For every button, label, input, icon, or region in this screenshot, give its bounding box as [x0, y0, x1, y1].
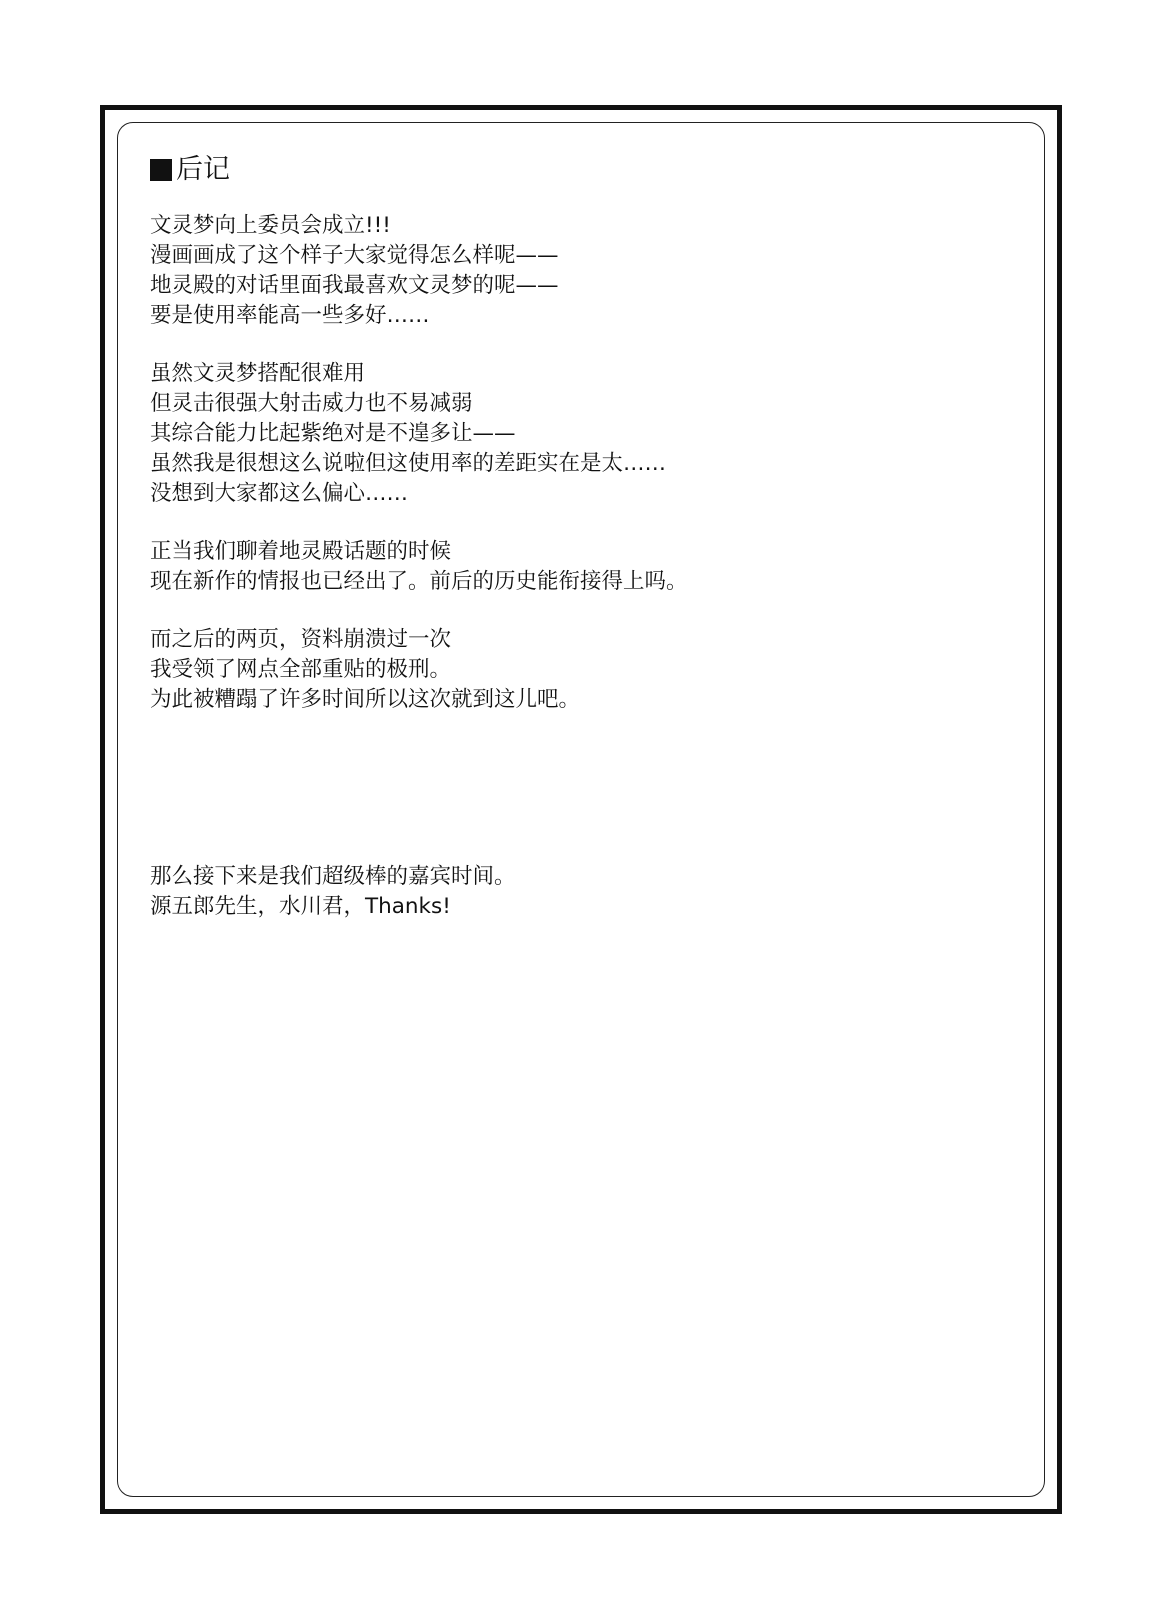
text-line: 为此被糟蹋了许多时间所以这次就到这儿吧。: [150, 687, 581, 712]
text-line: 漫画画成了这个样子大家觉得怎么样呢——: [150, 243, 559, 268]
text-line: 而之后的两页，资料崩溃过一次: [150, 627, 452, 652]
black-square-icon: [150, 159, 172, 181]
page-title-text: 后记: [176, 154, 230, 185]
text-line: 虽然文灵梦搭配很难用: [150, 361, 366, 386]
text-line: 源五郎先生，水川君，Thanks!: [150, 894, 451, 919]
text-line: 但灵击很强大射击威力也不易减弱: [150, 391, 473, 416]
closing-paragraph: [150, 862, 1010, 922]
paragraph-1: [150, 211, 1010, 331]
text-line: 地灵殿的对话里面我最喜欢文灵梦的呢——: [150, 273, 559, 298]
text-line: 其综合能力比起紫绝对是不遑多让——: [150, 421, 516, 446]
text-line: 现在新作的情报也已经出了。前后的历史能衔接得上吗。: [150, 569, 688, 594]
paragraph-gap: [150, 509, 1010, 537]
text-line: 正当我们聊着地灵殿话题的时候: [150, 539, 452, 564]
paragraph-4: [150, 625, 1010, 715]
text-line: 我受领了网点全部重贴的极刑。: [150, 657, 452, 682]
text-line: 虽然我是很想这么说啦但这使用率的差距实在是太……: [150, 451, 667, 476]
page-title: [150, 150, 1010, 190]
paragraph-2: [150, 359, 1010, 509]
afterword-content: [150, 150, 1010, 922]
text-line: 那么接下来是我们超级棒的嘉宾时间。: [150, 864, 516, 889]
text-line: 没想到大家都这么偏心……: [150, 481, 409, 506]
paragraph-gap: [150, 331, 1010, 359]
paragraph-gap: [150, 597, 1010, 625]
paragraph-3: [150, 537, 1010, 597]
text-line: 文灵梦向上委员会成立!!!: [150, 213, 391, 238]
text-line: 要是使用率能高一些多好……: [150, 303, 430, 328]
section-gap: [150, 715, 1010, 862]
